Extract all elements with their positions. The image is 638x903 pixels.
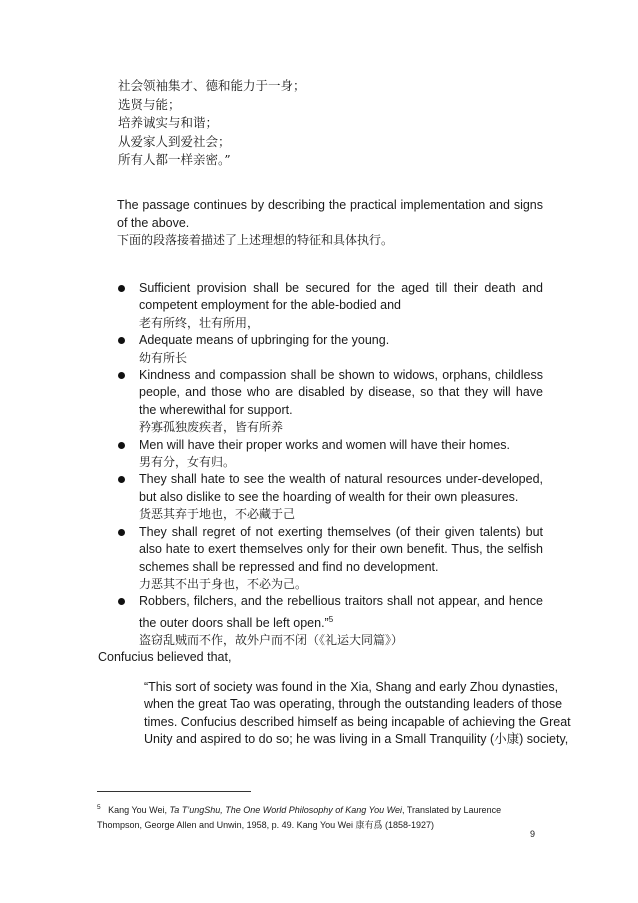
list-item: [118, 332, 543, 367]
footnote-line: Thompson, George Allen and Unwin, 1958, p. 49. Kang You Wei 康有爲 (1858-1927): [97, 820, 435, 830]
footnote-author: Kang You Wei,: [108, 805, 170, 815]
bullet-icon: [118, 476, 125, 483]
item-english: [139, 593, 543, 632]
page-number: 9: [530, 829, 536, 839]
bullet-icon: [118, 442, 125, 449]
quote-line: Unity and aspired to do so; he was living in a Small Tranquility (小康) society,: [144, 732, 569, 747]
poem-line: 培养诚实与和谐；: [118, 115, 219, 130]
quote-line: “This sort of society was found in the Xia, Shang and early Zhou dynasties,: [144, 680, 559, 694]
bullet-list: [118, 280, 543, 650]
item-chinese: 矜寡孤独废疾者，皆有所养: [139, 420, 284, 435]
bullet-icon: [118, 337, 125, 344]
list-item: [118, 437, 543, 472]
list-item: [118, 524, 543, 594]
poem-line: 从爱家人到爱社会；: [118, 133, 231, 149]
footnote-translator: , Translated by Laurence: [402, 805, 502, 815]
poem-line: 所有人都一样亲密。”: [118, 152, 231, 167]
intro-english: The passage continues by describing the practical implementation and signs of the above.: [117, 198, 543, 230]
item-chinese: 幼有所长: [139, 350, 188, 365]
item-english: Men will have their proper works and women will have their homes.: [139, 437, 510, 452]
footnote-number: 5: [97, 804, 101, 811]
quote-line: times. Confucius described himself as being incapable of achieving the Great: [144, 714, 571, 729]
poem-block: [118, 77, 306, 170]
intro-chinese: 下面的段落接着描述了上述理想的特征和具体执行。: [117, 233, 394, 247]
poem-line: 社会领袖集才、德和能力于一身；: [118, 78, 306, 93]
intro-paragraph: [117, 197, 543, 250]
item-chinese: 老有所终，壮有所用，: [139, 315, 260, 330]
list-item: [118, 280, 543, 332]
item-english: They shall hate to see the wealth of natural resources under-developed, but also dislike to see the hoarding of wealth for their own pleasures.: [139, 472, 543, 504]
footnote-title: Ta T’ungShu, The One World Philosophy of Kang You Wei: [169, 805, 403, 815]
block-quote: [144, 679, 571, 749]
list-item: [118, 471, 543, 523]
bullet-icon: [118, 598, 125, 605]
item-english: Adequate means of upbringing for the young.: [139, 333, 390, 348]
footnote-ref[interactable]: 5: [328, 614, 334, 624]
footnote-divider: [97, 791, 251, 792]
footnote: [97, 800, 542, 833]
footnote-line: [97, 800, 542, 818]
item-chinese: 盗窃乱贼而不作，故外户而不闭（《礼运大同篇》）: [139, 633, 404, 648]
item-english: Kindness and compassion shall be shown to widows, orphans, childless people, and those who are disabled by disease, so that they will have the wherewithal for support.: [139, 368, 543, 417]
item-chinese: 货恶其弃于地也，不必藏于己: [139, 507, 296, 522]
list-item: [118, 593, 543, 649]
list-item: [118, 367, 543, 437]
item-chinese: 男有分，女有归。: [139, 455, 236, 470]
quote-line: when the great Tao was operating, through the outstanding leaders of those: [144, 697, 563, 712]
item-chinese: 力恶其不出于身也，不必为己。: [139, 576, 308, 591]
item-english: Sufficient provision shall be secured for the aged till their death and competent employment for the able-bodied and: [139, 281, 543, 313]
bullet-icon: [118, 372, 125, 379]
poem-line: 选贤与能；: [118, 96, 181, 112]
item-english-text: Robbers, filchers, and the rebellious traitors shall not appear, and hence the outer doors shall be left open.”: [139, 594, 543, 630]
bullet-icon: [118, 529, 125, 536]
bullet-icon: [118, 285, 125, 292]
item-english: They shall regret of not exerting themselves (of their given talents) but also hate to exert themselves only for their own benefit. Thus, the selfish schemes shall be repressed and find no development.: [139, 524, 543, 574]
lead-paragraph: Confucius believed that,: [98, 650, 232, 664]
